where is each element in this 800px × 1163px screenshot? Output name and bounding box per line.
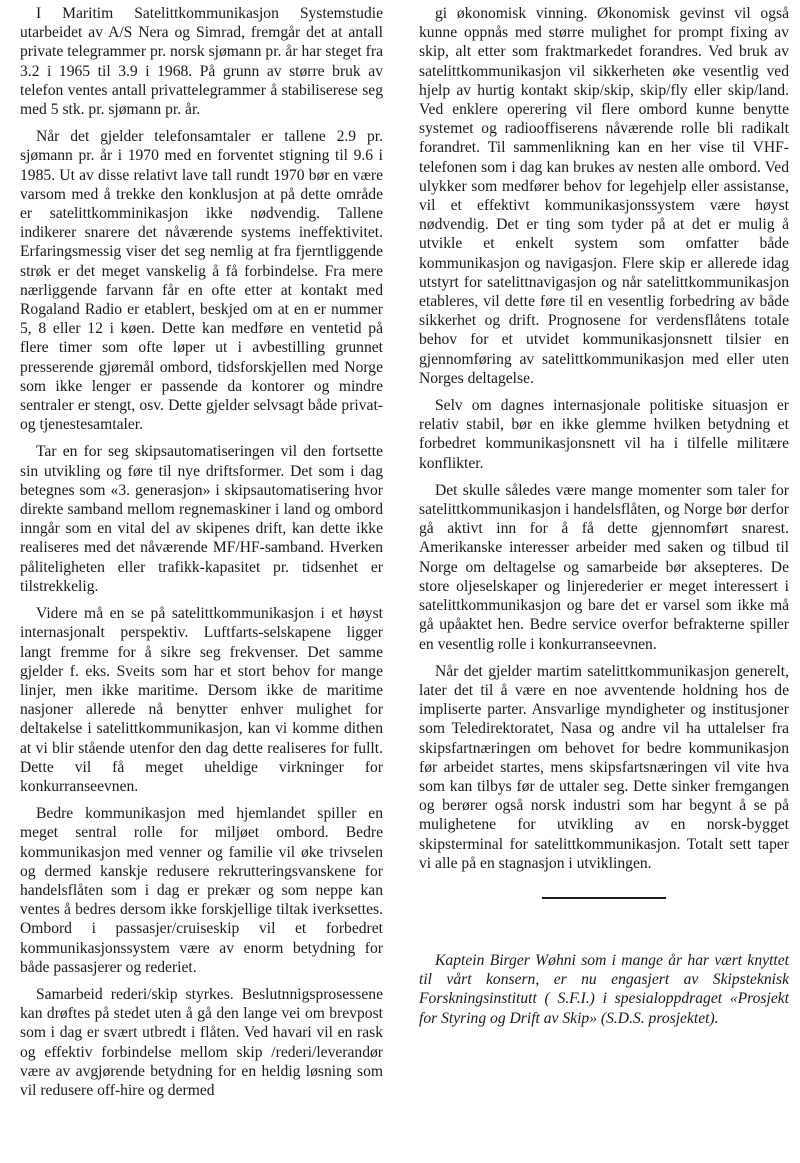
section-divider — [542, 897, 666, 899]
paragraph: Tar en for seg skipsautomatiseringen vil den fortsette sin utvikling og føre til nye driftsformer. Det som i dag betegnes som «3. generasjon» i skipsautomatisering hvor direkte samband mellom regnemaskiner i land og ombord inngår som en vital del av skipenes drift, kan dette ikke realiseres med det nåværende MF/HF-samband. Hverken påliteligheten eller trafikk-kapasitet pr. tidsenhet er tilstrekkelig. — [20, 443, 383, 595]
paragraph: Når det gjelder martim satelittkommunikasjon generelt, later det til å være en noe avventende holdning hos de impliserte parter. Ansvarlige myndigheter og institusjoner som Teledirektoratet, Nasa og andre vil ha uttalelser fra skipsfartnæringen om behovet for bedre kommunikasjon før arbeidet startes, mens skipsfartsnæringen vil vite hva som kan tilbys før de uttaler seg. Dette sinker fremgangen og berører også norsk industri som har begynt å se på mulighetene for utvikling av en norsk-bygget skipsterminal for satelittkommunikasjon. Totalt sett taper vi alle på en stagnasjon i utviklingen. — [419, 662, 789, 872]
paragraph: gi økonomisk vinning. Økonomisk gevinst vil også kunne oppnås med større mulighet for prompt fixing av skip, alt etter som fraktmarkedet forandres. Ved bruk av satelittkommunikasjon vil sikkerheten øke vesentlig ved hjelp av hurtig kontakt skip/skip, skip/fly eller skip/land. Ved enklere operering vil flere ombord kunne benytte systemet og radiooffiserens nåværende rolle bli radikalt forandret. Til sammenlikning kan en her vise til VHF-telefonen som i dag kan brukes av nesten alle ombord. Ved ulykker som medfører behov for legehjelp eller assistanse, vil et effektivt kommunikasjonssystem være høyst nødvendig. Det er ting som tyder på at det er mulig å utvikle et enkelt system som omfatter både kommunikasjon og navigasjon. Flere skip er allerede idag utstyrt for satelittnavigasjon og når satelittkommunikasjon etableres, vil dette føre til en vesentlig forbedring av både sikkerhet og drift. Prognosene for verdensflåtens totale behov for et utvidet kommunikasjonsnett tilsier en gjennomføring av satelittkommunikasjon med eller uten Norges deltagelse. — [419, 5, 789, 387]
left-column — [20, 4, 383, 1108]
paragraph: Det skulle således være mange momenter som taler for satelittkommunikasjon i handelsflåten, og Norge bør derfor gå aktivt inn for å få dette gjennomført snarest. Amerikanske interesser arbeider med saken og tilbud til Norge om deltagelse og samarbeide bør aksepteres. De store oljeselskaper og linjerederier er meget interessert i satelittkommunikasjon og bare det er varsel som ikke må gå upåaktet hen. Bedre service overfor befrakterne spiller en vesentlig rolle i konkurranseevnen. — [419, 481, 789, 653]
paragraph: Når det gjelder telefonsamtaler er tallene 2.9 pr. sjømann pr. år i 1970 med en forventet stigning til 9.6 i 1985. Ut av disse relativt lave tall rundt 1970 bør en være varsom med å trekke den konklusjon at på dette område er satelittkomminikasjon ikke nødvendig. Tallene indikerer snarere det nåværende systems ineffektivitet. Erfaringsmessig viser det seg nemlig at fra fjerntliggende strøk er det meget vanskelig å få forbindelse. Fra mere nærliggende farvann får en ofte etter at kontakt med Rogaland Radio er etablert, beskjed om at en er nummer 5, 8 eller 12 i køen. Dette kan medføre en ventetid på flere timer som ofte løper ut i avbestilling grunnet presserende gjøremål ombord, tidsforskjellen med Norge som ikke lenger er passende da kontorer og mindre sentraler er stengt, osv. Dette gjelder selvsagt både privat- og tjenestesamtaler. — [20, 128, 383, 434]
paragraph: I Maritim Satelittkommunikasjon Systemstudie utarbeidet av A/S Nera og Simrad, fremgår det at antall private telegrammer pr. norsk sjømann pr. år har steget fra 3.2 i 1965 til 3.9 i 1968. På grunn av større bruk av telefon ventes antall privattelegrammer å stabiliserese seg med 5 stk. pr. sjømann pr. år. — [20, 5, 383, 119]
paragraph: Samarbeid rederi/skip styrkes. Beslutnnigsprosessene kan drøftes på stedet uten å gå den lange vei om brevpost som i dag er svært utbredt i flåten. Ved havari vil en rask og effektiv forbindelse mellom skip /rederi/leverandør være av avgjørende betydning for en heldig løsning som vil redusere off-hire og dermed — [20, 985, 383, 1099]
paragraph: Selv om dagnes internasjonale politiske situasjon er relativ stabil, bør en ikke glemme hvilken betydning et forbedret kommunikasjonsnett vil ha i tilfelle militære konflikter. — [419, 397, 789, 472]
author-byline: Kaptein Birger Wøhni som i mange år har vært knyttet til vårt konsern, er nu engasjert av Skipsteknisk Forskningsinstitutt ( S.F.I.) i spesialoppdraget «Prosjekt for Styring og Drift av Skip» (S.D.S. prosjektet). — [419, 951, 789, 1027]
paragraph: Bedre kommunikasjon med hjemlandet spiller en meget sentral rolle for miljøet ombord. Bedre kommunikasjon med venner og familie vil øke trivselen og dermed kanskje redusere rekrutteringsvanskene for handelsflåten som i dag er prekær og som neppe kan ventes å bedres dersom ikke forskjellige tiltak iverksettes. Ombord i passasjer/cruiseskip vil et forbedret kommunikasjonssystem være av enorm betydning for både passasjerer og rederiet. — [20, 805, 383, 976]
paragraph: Videre må en se på satelittkommunikasjon i et høyst internasjonalt perspektiv. Luftfarts-selskapene ligger langt fremme for å sikre seg frekvenser. Det samme gjelder f. eks. Sveits som har et stort behov for mange linjer, men ikke maritime. Dersom ikke de maritime nasjoner allerede nå benytter enhver mulighet for deltakelse i satelittkommunikasjon, kan vi komme dithen at vi blir stående utenfor den dag dette realiseres for fullt. Dette vil få meget uheldige virkninger for konkurranseevnen. — [20, 605, 383, 795]
right-column — [419, 4, 789, 1028]
